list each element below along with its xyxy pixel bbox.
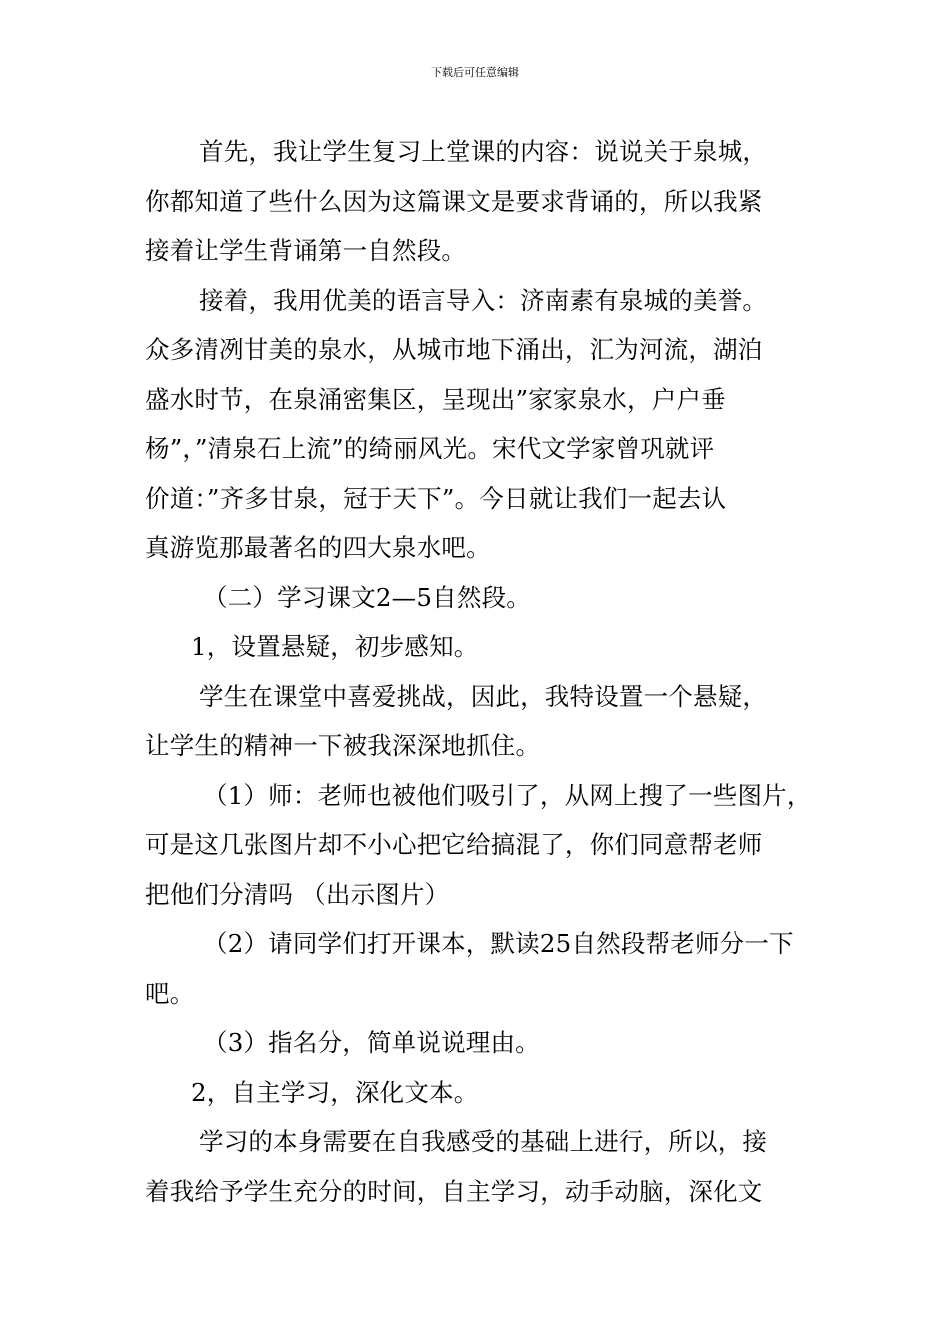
text-line: 接着让学生背诵第一自然段。 <box>145 236 467 265</box>
document-body <box>145 127 813 1216</box>
text-line: 首先，我让学生复习上堂课的内容：说说关于泉城， <box>199 137 768 166</box>
text-line: （1）师：老师也被他们吸引了，从网上搜了一些图片， <box>203 780 812 810</box>
text-line: 吧。 <box>145 978 195 1008</box>
text-line: 价道：”齐多甘泉，冠于天下”。今日就让我们一起去认 <box>145 483 727 513</box>
text-line: （2）请同学们打开课本，默读25自然段帮老师分一下 <box>203 929 794 958</box>
text-line: 杨”，”清泉石上流”的绮丽风光。宋代文学家曾巩就评 <box>145 434 715 463</box>
text-line: 盛水时节，在泉涌密集区，呈现出”家家泉水，户户垂 <box>145 384 726 414</box>
text-line: 可是这几张图片却不小心把它给搞混了，你们同意帮老师 <box>145 830 763 859</box>
text-line: 让学生的精神一下被我深深地抓住。 <box>145 731 541 760</box>
text-line: 把他们分清吗 （出示图片） <box>145 879 450 909</box>
text-line: 接着，我用优美的语言导入：济南素有泉城的美誉。 <box>199 285 768 315</box>
text-line: 你都知道了些什么因为这篇课文是要求背诵的，所以我紧 <box>145 186 763 216</box>
text-line: 真游览那最著名的四大泉水吧。 <box>145 533 491 562</box>
text-line: （3）指名分，简单说说理由。 <box>203 1028 540 1057</box>
text-line: 学生在课堂中喜爱挑战，因此，我特设置一个悬疑， <box>199 681 768 711</box>
text-line: 众多清冽甘美的泉水，从城市地下涌出，汇为河流，湖泊 <box>145 335 763 364</box>
text-line: 着我给予学生充分的时间，自主学习，动手动脑，深化文 <box>145 1176 763 1206</box>
step-heading: 1，设置悬疑，初步感知。 <box>191 632 479 661</box>
step-heading: 2，自主学习，深化文本。 <box>191 1077 479 1107</box>
header-note: 下载后可任意编辑 <box>431 66 519 79</box>
section-heading: （二）学习课文2—5自然段。 <box>203 582 531 612</box>
text-line: 学习的本身需要在自我感受的基础上进行，所以，接 <box>199 1127 768 1156</box>
